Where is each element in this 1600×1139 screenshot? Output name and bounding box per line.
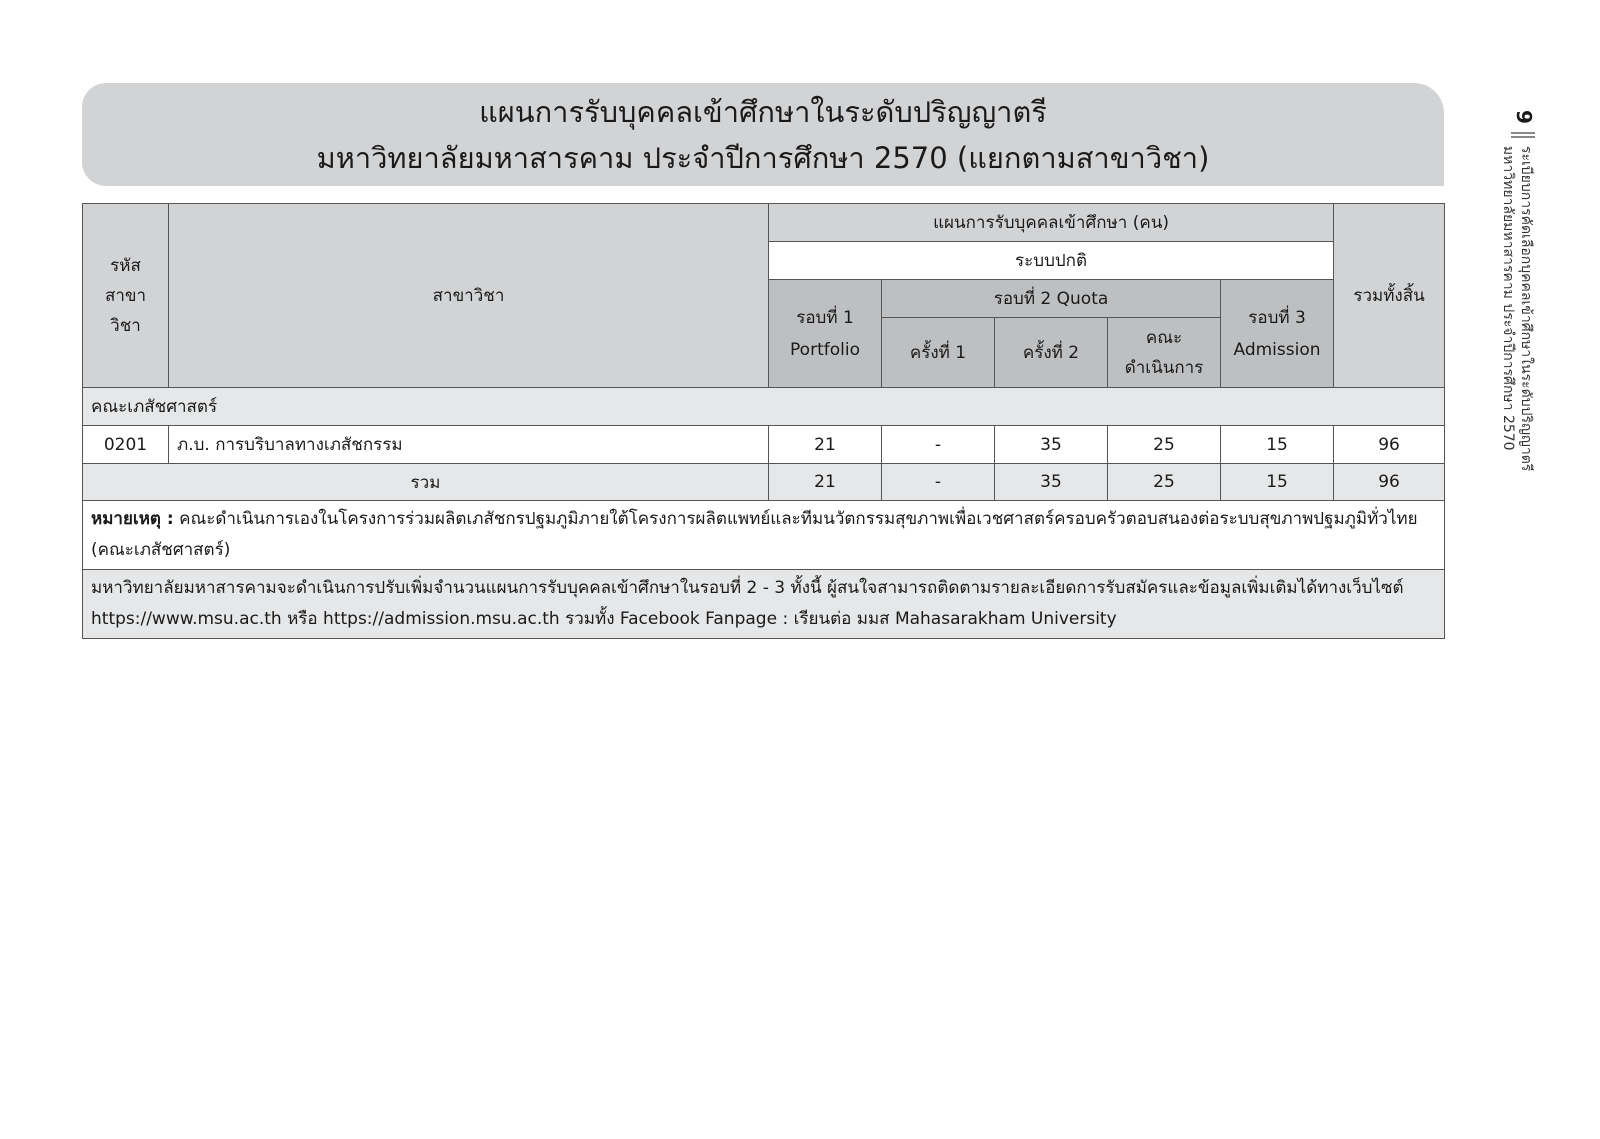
header-round2-faculty [1108,318,1221,388]
note-text: คณะดำเนินการเองในโครงการร่วมผลิตเภสัชกรปฐมภูมิภายใต้โครงการผลิตแพทย์และทีมนวัตกรรมสุขภาพเพื่อเวชศาสตร์ครอบครัวตอบสนองต่อระบบสุขภาพปฐมภูมิทั่วไทย (คณะเภสัชศาสตร์) [91,509,1418,560]
row-round3: 15 [1221,426,1334,464]
row-major: ภ.บ. การบริบาลทางเภสัชกรรม [169,426,769,464]
header-plan: แผนการรับบุคคลเข้าศึกษา (คน) [769,204,1334,242]
header-round1-line1: รอบที่ 1 [796,307,854,328]
total-round2-part1: - [882,464,995,501]
side-header-line2: มหาวิทยาลัยมหาสารคาม ประจำปีการศึกษา 2570 [1500,145,1516,451]
total-round2-part2: 35 [995,464,1108,501]
header-code [83,204,169,388]
total-row [83,464,1445,501]
faculty-row [83,388,1445,426]
total-round3: 15 [1221,464,1334,501]
info-text: มหาวิทยาลัยมหาสารคามจะดำเนินการปรับเพิ่มจำนวนแผนการรับบุคคลเข้าศึกษาในรอบที่ 2 - 3 ทั้งนี้ ผู้สนใจสามารถติดตามรายละเอียดการรับสมัครและข้อมูลเพิ่มเติมได้ทางเว็บไซต์ https://www.msu.ac.th หรือ https://admission.msu.ac.th รวมทั้ง Facebook Fanpage : เรียนต่อ มมส Mahasarakham University [83,570,1445,639]
table-row [83,426,1445,464]
total-label: รวม [83,464,769,501]
header-round2-faculty-line1: คณะ [1145,327,1183,348]
total-round2-faculty: 25 [1108,464,1221,501]
header-system: ระบบปกติ [769,242,1334,280]
side-divider-2 [1511,136,1535,138]
header-grand-total: รวมทั้งสิ้น [1334,204,1445,388]
note-label: หมายเหตุ : [91,509,174,529]
row-total: 96 [1334,426,1445,464]
header-round3-line1: รอบที่ 3 [1248,307,1306,328]
faculty-name: คณะเภสัชศาสตร์ [83,388,1445,426]
row-round2-faculty: 25 [1108,426,1221,464]
header-code-line2: สาขาวิชา [104,285,147,336]
header-round1-line2: Portfolio [790,339,860,360]
row-round2-part1: - [882,426,995,464]
total-round1: 21 [769,464,882,501]
header-round2-part2: ครั้งที่ 2 [995,318,1108,388]
admission-plan-table [82,203,1445,639]
side-divider [1511,132,1535,134]
info-row [83,570,1445,639]
page-title-line2: มหาวิทยาลัยมหาสารคาม ประจำปีการศึกษา 2570 (แยกตามสาขาวิชา) [316,140,1210,175]
header-code-line1: รหัส [110,255,141,276]
header-round3 [1221,280,1334,388]
header-major: สาขาวิชา [169,204,769,388]
side-header-line1: ระเบียบการคัดเลือกบุคคลเข้าศึกษาในระดับปริญญาตรี [1518,145,1534,472]
title-banner [82,83,1444,186]
page-title-line1: แผนการรับบุคคลเข้าศึกษาในระดับปริญญาตรี [479,94,1047,129]
row-round1: 21 [769,426,882,464]
header-round2-faculty-line2: ดำเนินการ [1124,357,1204,378]
header-round3-line2: Admission [1233,339,1321,360]
page-number: 9 [1512,110,1536,124]
side-header [1500,110,1565,472]
row-code: 0201 [83,426,169,464]
header-round2: รอบที่ 2 Quota [882,280,1221,318]
note-row [83,501,1445,570]
row-round2-part2: 35 [995,426,1108,464]
header-round2-part1: ครั้งที่ 1 [882,318,995,388]
note-cell [83,501,1445,570]
header-round1 [769,280,882,388]
total-grand: 96 [1334,464,1445,501]
